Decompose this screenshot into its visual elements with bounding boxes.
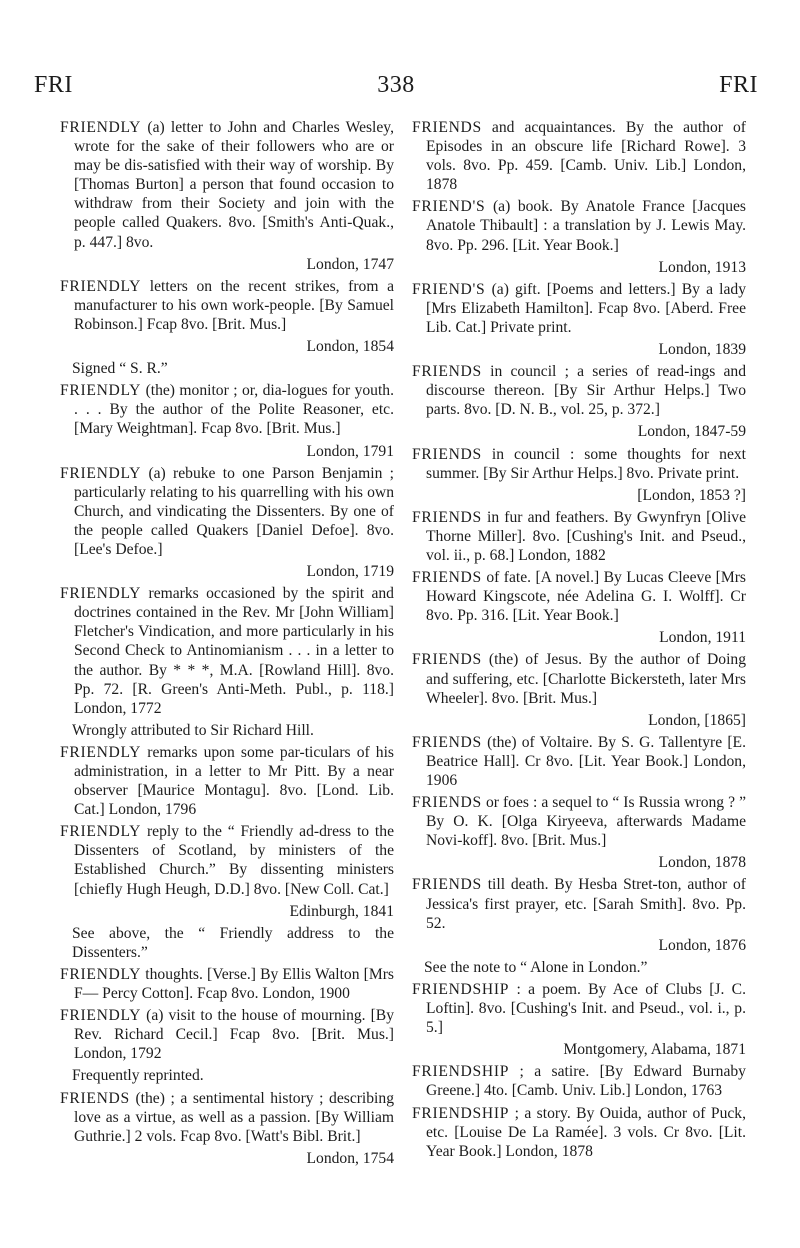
catalogue-entry: [412, 650, 746, 707]
entry-text: (the) monitor ; or, dia-logues for youth. . . . By the author of the Polite Reasoner, etc. [Mary Weightman]. Fcap 8vo. [Brit. Mus.]: [74, 382, 395, 438]
entry-headword: FRIENDLY: [60, 382, 142, 400]
entry-imprint-date: London, 1839: [658, 341, 746, 359]
catalogue-entry: [412, 1062, 746, 1100]
catalogue-entry: [60, 965, 394, 1003]
catalogue-entry: [412, 508, 746, 565]
entry-headword: FRIENDS: [412, 508, 482, 526]
catalogue-entry: [412, 118, 746, 194]
entry-headword: FRIENDS: [412, 794, 482, 812]
entry-imprint-date: London, 1747: [306, 255, 394, 273]
running-header: [34, 72, 758, 99]
catalogue-entry: [60, 1089, 394, 1146]
entry-headword: FRIENDLY: [60, 1007, 142, 1025]
entry-imprint-date: Montgomery, Alabama, 1871: [563, 1041, 746, 1059]
entry-text: remarks upon some par-ticulars of his administration, in a letter to Mr Pitt. By a near observer [Maurice Montagu]. 8vo. [Lond. Lib. Cat.] London, 1796: [74, 743, 394, 819]
entry-text: (the) ; a sentimental history ; describing love as a virtue, as well as a passion. [By William Guthrie.] 2 vols. Fcap 8vo. [Watt's Bibl. Brit.]: [74, 1089, 394, 1145]
catalogue-entry: [412, 793, 746, 850]
entry-text: till death. By Hesba Stret-ton, author of Jessica's first prayer, etc. [Sarah Smith]. 8vo. Pp. 52.: [426, 876, 746, 932]
entry-imprint-date: London, [1865]: [648, 711, 746, 729]
entry-headword: FRIENDS: [412, 569, 482, 587]
entry-imprint-date: Edinburgh, 1841: [289, 902, 394, 920]
entry-text: letters on the recent strikes, from a manufacturer to his own work-people. [By Samuel Robinson.] Fcap 8vo. [Brit. Mus.]: [74, 277, 394, 333]
catalogue-entry: [60, 822, 394, 898]
entry-headword: FRIENDLY: [60, 464, 142, 482]
entry-imprint-date: London, 1719: [306, 563, 394, 581]
catalogue-entry: [412, 568, 746, 625]
catalogue-entry: [60, 277, 394, 334]
catalogue-entry: [412, 362, 746, 419]
entry-text: (a) letter to John and Charles Wesley, wrote for the sake of their followers who are or may be dis-satisfied with their way of worship. By [Thomas Burton] a person that found occasion to withdraw from their Society and join with the people called Quakers. 8vo. [Smith's Anti-Quak., p. 447.] 8vo.: [74, 119, 394, 251]
entry-text: in council : some thoughts for next summer. [By Sir Arthur Helps.] 8vo. Private print.: [426, 445, 746, 482]
entry-text: or foes : a sequel to “ Is Russia wrong ? ” By O. K. [Olga Kiryeeva, afterwards Madame Novi-koff]. 8vo. [Brit. Mus.]: [426, 794, 747, 850]
entry-headword: FRIENDLY: [60, 119, 142, 136]
catalogue-entry: [412, 733, 746, 790]
entry-headword: FRIENDS: [412, 119, 482, 136]
catalogue-entry: [60, 118, 394, 252]
entry-headword: FRIENDLY: [60, 743, 142, 761]
entry-text: (a) rebuke to one Parson Benjamin ; particularly relating to his quarrelling with his own Church, and vindicating the Dissenters. By one of the people called Quakers [Daniel Defoe]. 8vo. [Lee's Defoe.]: [74, 464, 394, 558]
entry-text: and acquaintances. By the author of Episodes in an obscure life [Richard Rowe]. 3 vols. 8vo. Pp. 459. [Camb. Univ. Lib.] London, 1878: [426, 119, 746, 194]
entry-text: (a) gift. [Poems and letters.] By a lady [Mrs Elizabeth Hamilton]. Fcap 8vo. [Aberd. Free Lib. Cat.] Private print.: [426, 280, 747, 336]
entry-headword: FRIENDS: [60, 1089, 130, 1107]
entry-note: See above, the “ Friendly address to the Dissenters.”: [72, 924, 394, 961]
entry-text: (a) visit to the house of mourning. [By Rev. Richard Cecil.] Fcap 8vo. [Brit. Mus.] London, 1792: [74, 1007, 394, 1063]
right-column: [412, 118, 746, 1164]
entry-imprint-date: London, 1754: [306, 1149, 394, 1167]
entry-text: : a poem. By Ace of Clubs [J. C. Loftin]. 8vo. [Cushing's Init. and Pseud., vol. i., p. 5.]: [426, 980, 746, 1037]
entry-imprint-date: London, 1876: [658, 936, 746, 954]
catalogue-entry: [412, 1104, 746, 1161]
entry-headword: FRIENDSHIP: [412, 980, 510, 998]
entry-text: of fate. [A novel.] By Lucas Cleeve [Mrs Howard Kingscote, née Adelina G. I. Wolff]. Cr 8vo. Pp. 316. [Lit. Year Book.]: [426, 569, 746, 625]
entry-note: Frequently reprinted.: [72, 1067, 204, 1085]
catalogue-entry: [412, 875, 746, 932]
page-number: 338: [377, 72, 415, 98]
entry-headword: FRIENDLY: [60, 823, 142, 841]
entry-imprint-date: London, 1913: [658, 258, 746, 276]
entry-text: in fur and feathers. By Gwynfryn [Olive Thorne Miller]. 8vo. [Cushing's Init. and Pseud., vol. ii., p. 68.] London, 1882: [426, 508, 746, 564]
entry-note: Signed “ S. R.”: [72, 360, 168, 378]
entry-headword: FRIENDS: [412, 363, 482, 381]
catalogue-entry: [60, 464, 394, 559]
entry-imprint-date: London, 1847-59: [637, 423, 746, 441]
entry-text: ; a story. By Ouida, author of Puck, etc. [Louise De La Ramée]. 3 vols. Cr 8vo. [Lit. Year Book.] London, 1878: [426, 1104, 747, 1160]
catalogue-entry: [412, 280, 746, 337]
entry-headword: FRIEND'S: [412, 198, 486, 216]
entry-text: thoughts. [Verse.] By Ellis Walton [Mrs F— Percy Cotton]. Fcap 8vo. London, 1900: [74, 965, 394, 1003]
catalogue-entry: [60, 743, 394, 819]
entry-headword: FRIENDLY: [60, 965, 142, 983]
entry-headword: FRIENDS: [412, 733, 482, 751]
entry-text: ; a satire. [By Edward Burnaby Greene.] 4to. [Camb. Univ. Lib.] London, 1763: [426, 1063, 746, 1100]
header-right: FRI: [719, 72, 758, 98]
catalogue-entry: [412, 980, 746, 1037]
entry-text: (a) book. By Anatole France [Jacques Anatole Thibault] : a translation by J. Lewis May. 8vo. Pp. 296. [Lit. Year Book.]: [426, 198, 746, 254]
header-left: FRI: [34, 72, 73, 98]
entry-headword: FRIENDLY: [60, 277, 142, 295]
entry-headword: FRIENDSHIP: [412, 1104, 510, 1122]
entry-text: (the) of Jesus. By the author of Doing and suffering, etc. [Charlotte Bickersteth, later Mrs Wheeler]. 8vo. [Brit. Mus.]: [426, 651, 746, 707]
catalogue-entry: [60, 1006, 394, 1063]
catalogue-entry: [60, 381, 394, 438]
catalogue-entry: [60, 584, 394, 718]
left-column: [60, 118, 394, 1171]
entry-headword: FRIENDS: [412, 445, 482, 463]
entry-note: Wrongly attributed to Sir Richard Hill.: [72, 721, 314, 739]
entry-text: in council ; a series of read-ings and discourse thereon. [By Sir Arthur Helps.] Two parts. 8vo. [D. N. B., vol. 25, p. 372.]: [426, 363, 746, 419]
entry-text: (the) of Voltaire. By S. G. Tallentyre [E. Beatrice Hall]. Cr 8vo. [Lit. Year Book.] London, 1906: [426, 733, 746, 789]
entry-headword: FRIENDLY: [60, 585, 142, 603]
entry-imprint-date: London, 1911: [659, 629, 746, 647]
entry-imprint-date: London, 1854: [306, 338, 394, 356]
entry-imprint-date: [London, 1853 ?]: [637, 486, 746, 504]
entry-imprint-date: London, 1878: [658, 854, 746, 872]
entry-headword: FRIENDSHIP: [412, 1063, 510, 1081]
catalogue-entry: [412, 197, 746, 254]
entry-text: reply to the “ Friendly ad-dress to the Dissenters of Scotland, by ministers of the Established Church.” By dissenting ministers [chiefly Hugh Heugh, D.D.] 8vo. [New Coll. Cat.]: [74, 823, 394, 898]
entry-note: See the note to “ Alone in London.”: [424, 958, 648, 976]
entry-imprint-date: London, 1791: [306, 442, 394, 460]
entry-headword: FRIENDS: [412, 651, 482, 669]
entry-headword: FRIEND'S: [412, 280, 486, 298]
entry-headword: FRIENDS: [412, 876, 482, 894]
entry-text: remarks occasioned by the spirit and doctrines contained in the Rev. Mr [John William] Fletcher's Vindication, and more particularly in his Second Check to Antinomianism . . . in a letter to the author. By * * *, M.A. [Rowland Hill]. 8vo. Pp. 72. [R. Green's Anti-Meth. Publ., p. 118.] London, 1772: [74, 585, 394, 717]
catalogue-entry: [412, 445, 746, 483]
